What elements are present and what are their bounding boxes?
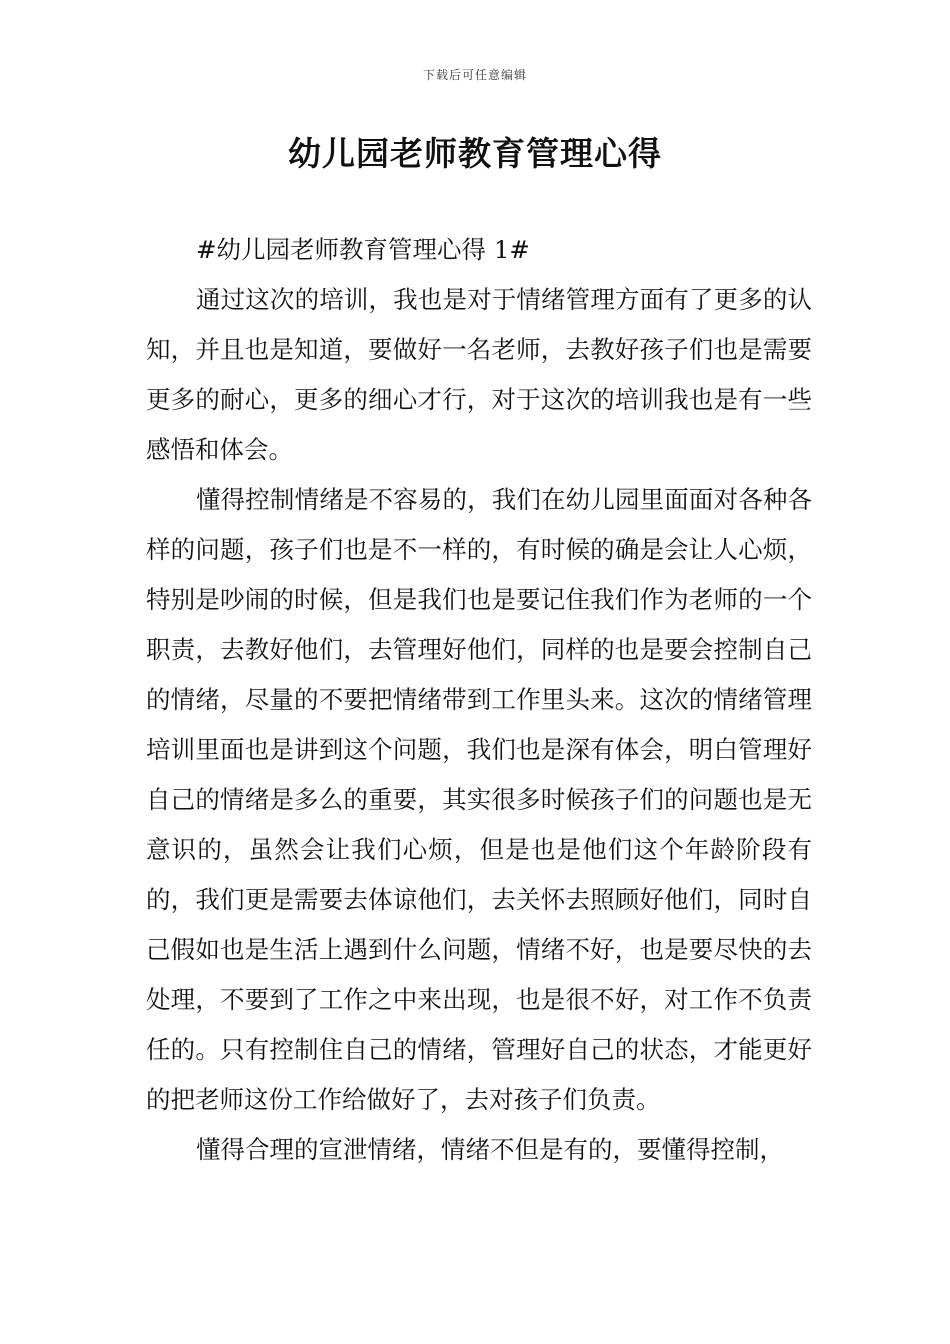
document-title: 幼儿园老师教育管理心得	[288, 134, 662, 173]
paragraph-3: 懂得合理的宣泄情绪，情绪不但是有的，要懂得控制，	[196, 1135, 784, 1164]
section-heading: #幼儿园老师教育管理心得 1#	[196, 235, 530, 264]
document-body	[146, 225, 812, 1175]
paragraph-2: 懂得控制情绪是不容易的，我们在幼儿园里面面对各种各样的问题，孩子们也是不一样的，有时候的确是会让人心烦，特别是吵闹的时候，但是我们也是要记住我们作为老师的一个职责，去教好他们，去管理好他们，同样的也是要会控制自己的情绪，尽量的不要把情绪带到工作里头来。这次的情绪管理培训里面也是讲到这个问题，我们也是深有体会，明白管理好自己的情绪是多么的重要，其实很多时候孩子们的问题也是无意识的，虽然会让我们心烦，但是也是他们这个年龄阶段有的，我们更是需要去体谅他们，去关怀去照顾好他们，同时自己假如也是生活上遇到什么问题，情绪不好，也是要尽快的去处理，不要到了工作之中来出现，也是很不好，对工作不负责任的。只有控制住自己的情绪，管理好自己的状态，才能更好的把老师这份工作给做好了，去对孩子们负责。	[146, 485, 812, 1114]
header-note: 下载后可任意编辑	[422, 68, 527, 82]
paragraph-1: 通过这次的培训，我也是对于情绪管理方面有了更多的认知，并且也是知道，要做好一名老师，去教好孩子们也是需要更多的耐心，更多的细心才行，对于这次的培训我也是有一些感悟和体会。	[146, 285, 812, 464]
